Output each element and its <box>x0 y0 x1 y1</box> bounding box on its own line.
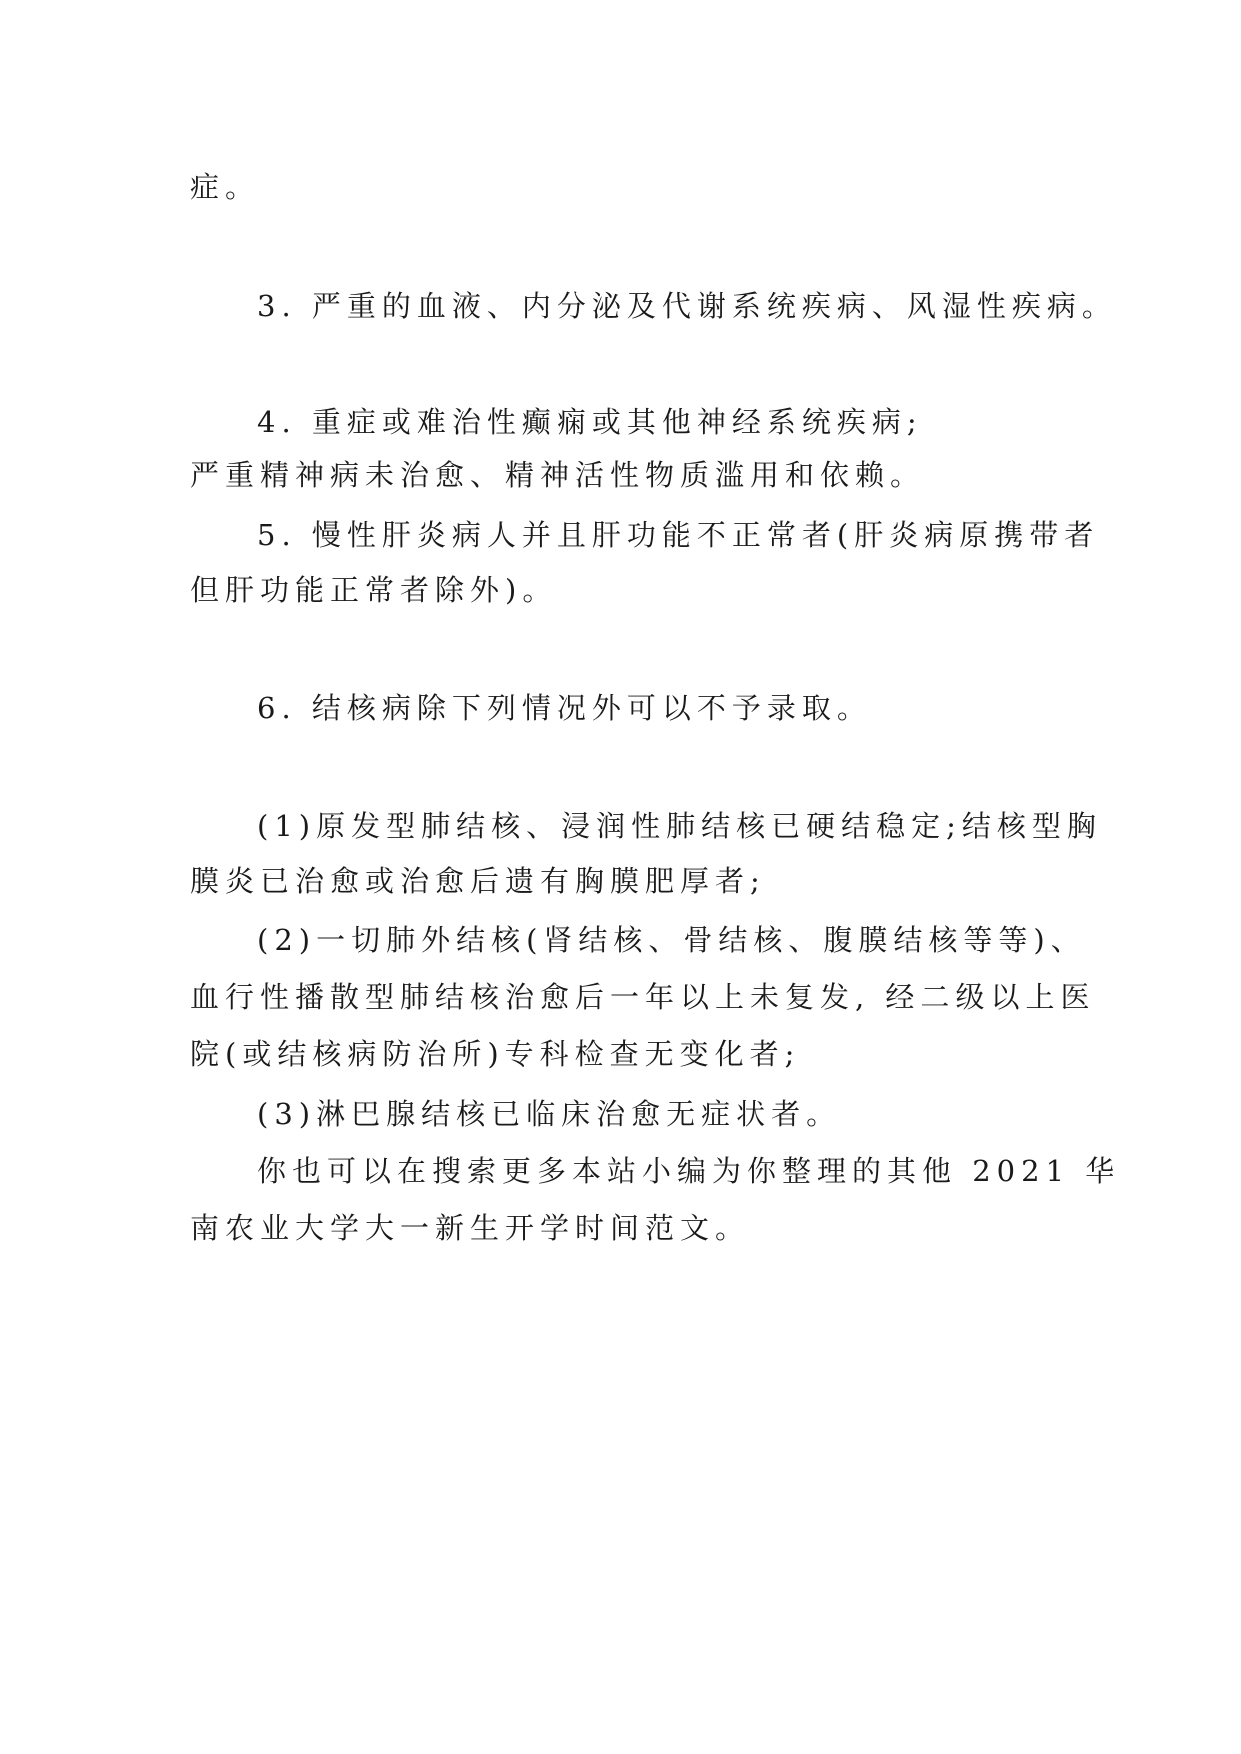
text-line-11: 血行性播散型肺结核治愈后一年以上未复发, 经二级以上医 <box>190 980 1096 1014</box>
text-line-7: 6. 结核病除下列情况外可以不予录取。 <box>257 691 872 725</box>
text-line-5: 5. 慢性肝炎病人并且肝功能不正常者(肝炎病原携带者 <box>257 518 1100 552</box>
text-line-3: 4. 重症或难治性癫痫或其他神经系统疾病; <box>257 405 923 439</box>
text-line-10: (2)一切肺外结核(肾结核、骨结核、腹膜结核等等)、 <box>257 923 1086 957</box>
text-line-15: 南农业大学大一新生开学时间范文。 <box>190 1211 751 1245</box>
text-line-1: 症。 <box>190 170 261 204</box>
text-line-13: (3)淋巴腺结核已临床治愈无症状者。 <box>257 1097 842 1131</box>
text-line-4: 严重精神病未治愈、精神活性物质滥用和依赖。 <box>190 458 926 492</box>
text-line-6: 但肝功能正常者除外)。 <box>190 573 558 607</box>
text-line-2: 3. 严重的血液、内分泌及代谢系统疾病、风湿性疾病。 <box>257 289 1117 323</box>
text-line-9: 膜炎已治愈或治愈后遗有胸膜肥厚者; <box>190 864 766 898</box>
text-line-8: (1)原发型肺结核、浸润性肺结核已硬结稳定;结核型胸 <box>257 809 1102 843</box>
text-line-14: 你也可以在搜索更多本站小编为你整理的其他 2021 华 <box>257 1154 1121 1188</box>
text-line-12: 院(或结核病防治所)专科检查无变化者; <box>190 1037 801 1071</box>
